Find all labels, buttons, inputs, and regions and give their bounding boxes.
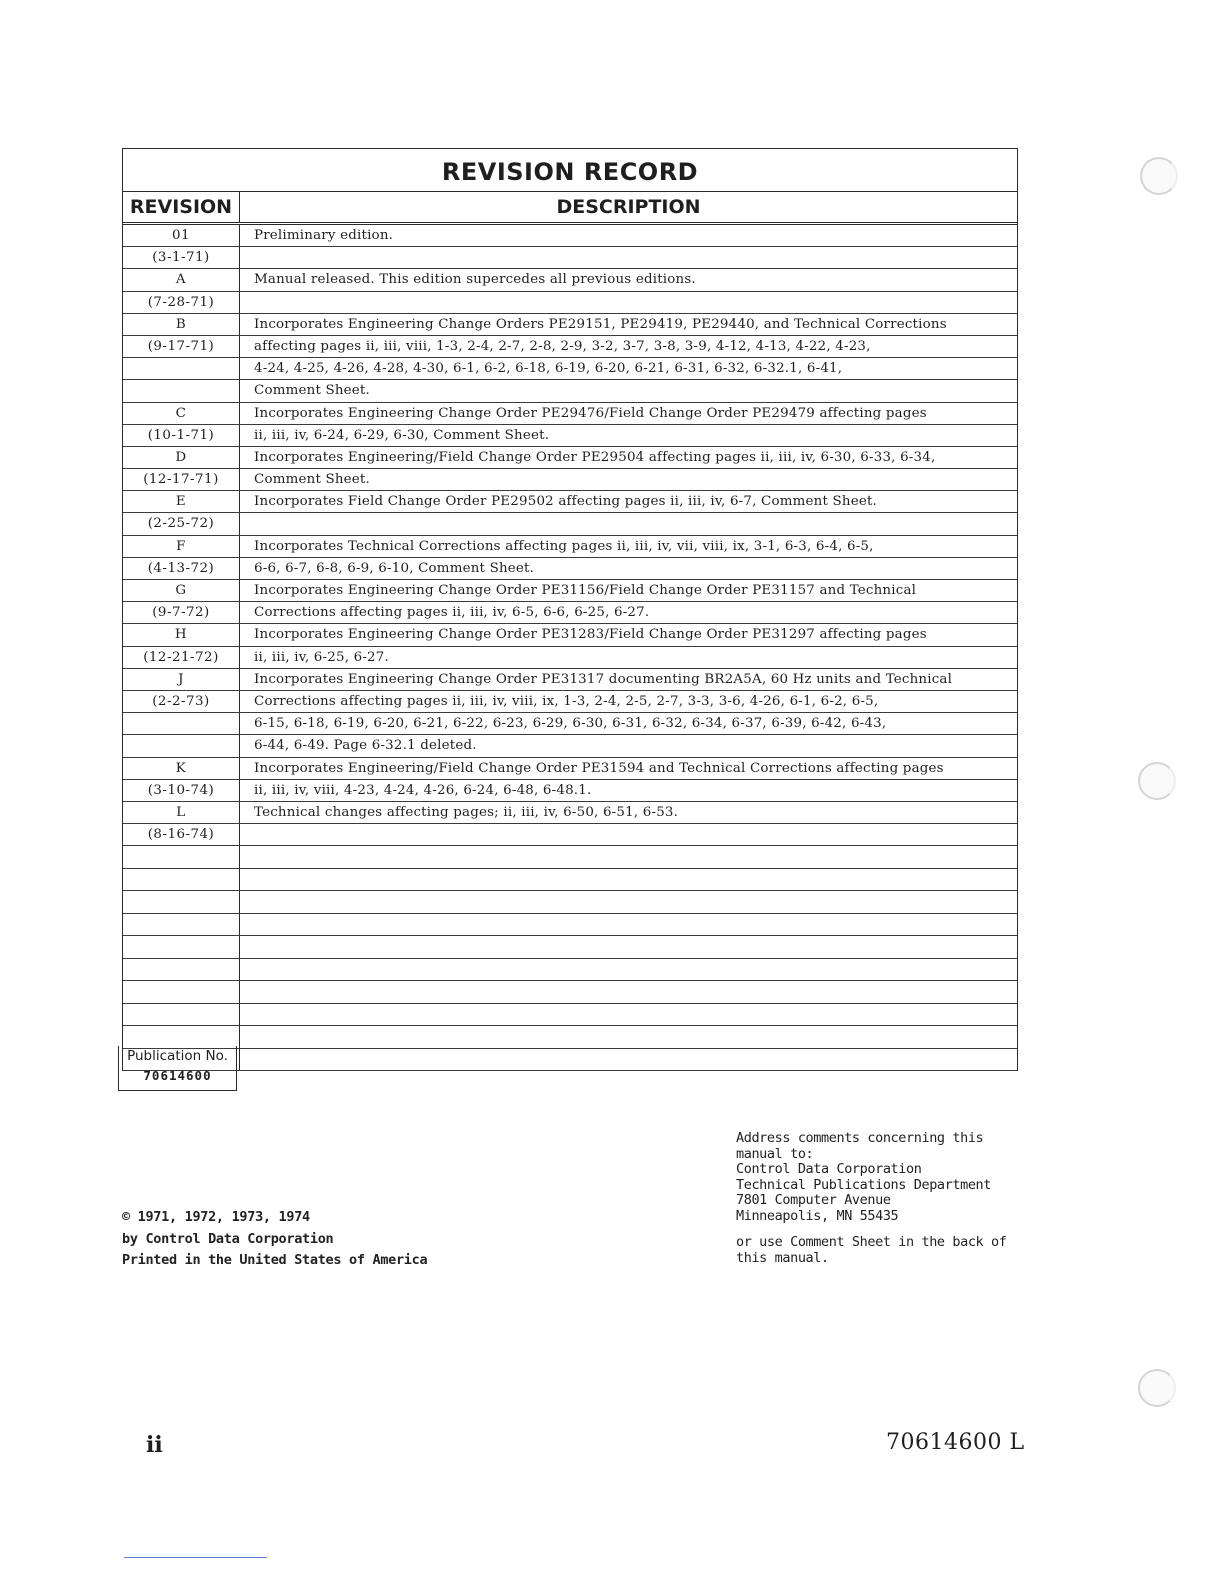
description-cell: ii, iii, iv, 6-25, 6-27. bbox=[254, 649, 389, 665]
address-alt-line: or use Comment Sheet in the back of bbox=[736, 1234, 1007, 1250]
description-cell: Incorporates Engineering Change Order PE31317 documenting BR2A5A, 60 Hz units and Technical bbox=[254, 671, 953, 687]
description-cell: Incorporates Engineering/Field Change Order PE31594 and Technical Corrections affecting pages bbox=[254, 760, 944, 776]
description-cell bbox=[240, 959, 1017, 981]
description-cell: Incorporates Engineering/Field Change Order PE29504 affecting pages ii, iii, iv, 6-30, 6-33, 6-34, bbox=[254, 449, 936, 465]
empty-table-row bbox=[123, 959, 1017, 982]
binder-hole-icon bbox=[1138, 762, 1176, 800]
revision-cell bbox=[123, 735, 240, 756]
table-row bbox=[123, 491, 1017, 513]
revision-cell bbox=[123, 959, 240, 981]
table-header bbox=[123, 192, 1017, 225]
revision-cell: L bbox=[123, 802, 240, 823]
description-cell: Manual released. This edition supercedes all previous editions. bbox=[254, 272, 696, 288]
description-cell bbox=[240, 846, 1017, 868]
table-row bbox=[123, 336, 1017, 358]
table-row bbox=[123, 469, 1017, 491]
revision-cell: F bbox=[123, 536, 240, 557]
description-cell bbox=[240, 292, 1017, 313]
table-row bbox=[123, 735, 1017, 757]
table-row bbox=[123, 536, 1017, 558]
description-cell bbox=[240, 1049, 1017, 1071]
description-cell: Incorporates Field Change Order PE29502 affecting pages ii, iii, iv, 6-7, Comment Sheet. bbox=[254, 494, 878, 510]
binder-hole-icon bbox=[1140, 157, 1178, 195]
description-cell bbox=[240, 824, 1017, 845]
revision-cell: (7-28-71) bbox=[123, 292, 240, 313]
table-row bbox=[123, 314, 1017, 336]
description-cell: Technical changes affecting pages; ii, iii, iv, 6-50, 6-51, 6-53. bbox=[254, 804, 679, 820]
empty-table-row bbox=[123, 846, 1017, 869]
revision-cell bbox=[123, 1004, 240, 1026]
description-cell: 6-6, 6-7, 6-8, 6-9, 6-10, Comment Sheet. bbox=[254, 560, 535, 576]
revision-cell bbox=[123, 380, 240, 401]
description-cell bbox=[240, 1026, 1017, 1048]
revision-cell bbox=[123, 869, 240, 891]
revision-cell: K bbox=[123, 758, 240, 779]
address-line: Technical Publications Department bbox=[736, 1176, 992, 1193]
revision-record-table bbox=[122, 148, 1018, 1071]
empty-table-row bbox=[123, 936, 1017, 959]
description-cell: Incorporates Engineering Change Order PE31283/Field Change Order PE31297 affecting pages bbox=[254, 627, 927, 643]
printed-in: Printed in the United States of America bbox=[122, 1252, 428, 1268]
revision-cell: (3-1-71) bbox=[123, 247, 240, 268]
empty-table-row bbox=[123, 1004, 1017, 1027]
revision-cell: C bbox=[123, 403, 240, 424]
description-cell bbox=[240, 914, 1017, 936]
copyright-owner: by Control Data Corporation bbox=[122, 1230, 334, 1247]
description-cell: 6-44, 6-49. Page 6-32.1 deleted. bbox=[254, 738, 477, 754]
table-row bbox=[123, 425, 1017, 447]
comment-address bbox=[736, 1131, 1026, 1266]
address-line: Minneapolis, MN 55435 bbox=[736, 1207, 899, 1224]
revision-cell bbox=[123, 914, 240, 936]
table-row bbox=[123, 403, 1017, 425]
empty-table-row bbox=[123, 1026, 1017, 1049]
table-title: REVISION RECORD bbox=[123, 149, 1017, 192]
document-id: 70614600 L bbox=[886, 1430, 1025, 1455]
table-row bbox=[123, 269, 1017, 291]
revision-cell: D bbox=[123, 447, 240, 468]
table-row bbox=[123, 824, 1017, 846]
publication-label: Publication No. bbox=[127, 1048, 228, 1064]
table-row bbox=[123, 225, 1017, 247]
table-row bbox=[123, 780, 1017, 802]
revision-cell: B bbox=[123, 314, 240, 335]
copyright-notice bbox=[122, 1207, 427, 1272]
description-cell: Incorporates Engineering Change Order PE29476/Field Change Order PE29479 affecting pages bbox=[254, 405, 927, 421]
table-row bbox=[123, 380, 1017, 402]
publication-number-box bbox=[118, 1046, 237, 1091]
table-row bbox=[123, 247, 1017, 269]
publication-number: 70614600 bbox=[143, 1068, 212, 1083]
revision-cell bbox=[123, 846, 240, 868]
table-row bbox=[123, 691, 1017, 713]
revision-cell: J bbox=[123, 669, 240, 690]
empty-table-row bbox=[123, 869, 1017, 892]
description-cell: 4-24, 4-25, 4-26, 4-28, 4-30, 6-1, 6-2, 6-18, 6-19, 6-20, 6-21, 6-31, 6-32, 6-32.1, 6-41, bbox=[254, 361, 843, 377]
revision-cell: G bbox=[123, 580, 240, 601]
table-row bbox=[123, 669, 1017, 691]
table-row bbox=[123, 447, 1017, 469]
empty-table-row bbox=[123, 981, 1017, 1004]
empty-table-row bbox=[123, 1049, 1017, 1072]
revision-cell bbox=[123, 358, 240, 379]
description-cell: Incorporates Engineering Change Order PE31156/Field Change Order PE31157 and Technical bbox=[254, 583, 917, 598]
column-header-description: DESCRIPTION bbox=[556, 196, 701, 218]
revision-cell bbox=[123, 891, 240, 913]
address-line: Address comments concerning this bbox=[736, 1130, 984, 1146]
table-row bbox=[123, 758, 1017, 780]
table-row bbox=[123, 513, 1017, 535]
revision-cell: (4-13-72) bbox=[123, 558, 240, 579]
empty-table-row bbox=[123, 914, 1017, 937]
revision-cell bbox=[123, 981, 240, 1003]
revision-cell: (12-17-71) bbox=[123, 469, 240, 490]
revision-cell: (9-17-71) bbox=[123, 336, 240, 357]
description-cell bbox=[240, 936, 1017, 958]
address-line: Control Data Corporation bbox=[736, 1161, 922, 1177]
revision-cell: (12-21-72) bbox=[123, 647, 240, 668]
column-header-revision: REVISION bbox=[123, 192, 240, 222]
description-cell: 6-15, 6-18, 6-19, 6-20, 6-21, 6-22, 6-23, 6-29, 6-30, 6-31, 6-32, 6-34, 6-37, 6-39, 6-42, 6-43, bbox=[254, 716, 887, 732]
description-cell bbox=[240, 1004, 1017, 1026]
description-cell bbox=[240, 513, 1017, 534]
address-alt-line: this manual. bbox=[736, 1249, 829, 1266]
revision-cell bbox=[123, 1026, 240, 1048]
revision-cell: (2-2-73) bbox=[123, 691, 240, 712]
revision-cell: 01 bbox=[123, 225, 240, 246]
revision-cell bbox=[123, 713, 240, 734]
revision-cell: A bbox=[123, 269, 240, 290]
description-cell: Incorporates Engineering Change Orders PE29151, PE29419, PE29440, and Technical Corrections bbox=[254, 316, 947, 332]
page-number: ii bbox=[146, 1432, 163, 1458]
revision-cell: (3-10-74) bbox=[123, 780, 240, 801]
table-body bbox=[123, 225, 1017, 1071]
table-row bbox=[123, 602, 1017, 624]
description-cell: affecting pages ii, iii, viii, 1-3, 2-4, 2-7, 2-8, 2-9, 3-2, 3-7, 3-8, 3-9, 4-12, 4-13, 4-22, 4-23, bbox=[254, 338, 871, 354]
description-cell bbox=[240, 869, 1017, 891]
revision-cell: (9-7-72) bbox=[123, 602, 240, 623]
revision-cell bbox=[123, 936, 240, 958]
address-line: manual to: bbox=[736, 1145, 814, 1162]
description-cell bbox=[240, 247, 1017, 268]
description-cell: ii, iii, iv, 6-24, 6-29, 6-30, Comment Sheet. bbox=[254, 427, 550, 443]
description-cell: ii, iii, iv, viii, 4-23, 4-24, 4-26, 6-24, 6-48, 6-48.1. bbox=[254, 782, 592, 798]
divider bbox=[124, 1557, 267, 1558]
table-row bbox=[123, 713, 1017, 735]
revision-cell: (8-16-74) bbox=[123, 824, 240, 845]
description-cell bbox=[240, 981, 1017, 1003]
binder-hole-icon bbox=[1138, 1369, 1176, 1407]
description-cell: Incorporates Technical Corrections affecting pages ii, iii, iv, vii, viii, ix, 3-1, 6-3, 6-4, 6-5, bbox=[254, 538, 874, 554]
description-cell: Preliminary edition. bbox=[254, 228, 394, 243]
table-row bbox=[123, 292, 1017, 314]
description-cell: Corrections affecting pages ii, iii, iv, 6-5, 6-6, 6-25, 6-27. bbox=[254, 605, 650, 621]
description-cell: Comment Sheet. bbox=[254, 383, 370, 399]
table-row bbox=[123, 358, 1017, 380]
revision-cell: H bbox=[123, 624, 240, 645]
revision-cell: E bbox=[123, 491, 240, 512]
table-row bbox=[123, 802, 1017, 824]
description-cell: Comment Sheet. bbox=[254, 472, 370, 488]
table-row bbox=[123, 624, 1017, 646]
revision-cell: (2-25-72) bbox=[123, 513, 240, 534]
revision-cell: (10-1-71) bbox=[123, 425, 240, 446]
empty-table-row bbox=[123, 891, 1017, 914]
description-cell bbox=[240, 891, 1017, 913]
description-cell: Corrections affecting pages ii, iii, iv, viii, ix, 1-3, 2-4, 2-5, 2-7, 3-3, 3-6, 4-26, 6-1, 6-2, 6-5, bbox=[254, 693, 879, 709]
table-row bbox=[123, 647, 1017, 669]
table-row bbox=[123, 558, 1017, 580]
copyright-years: © 1971, 1972, 1973, 1974 bbox=[122, 1209, 310, 1225]
table-row bbox=[123, 580, 1017, 602]
address-line: 7801 Computer Avenue bbox=[736, 1192, 891, 1208]
